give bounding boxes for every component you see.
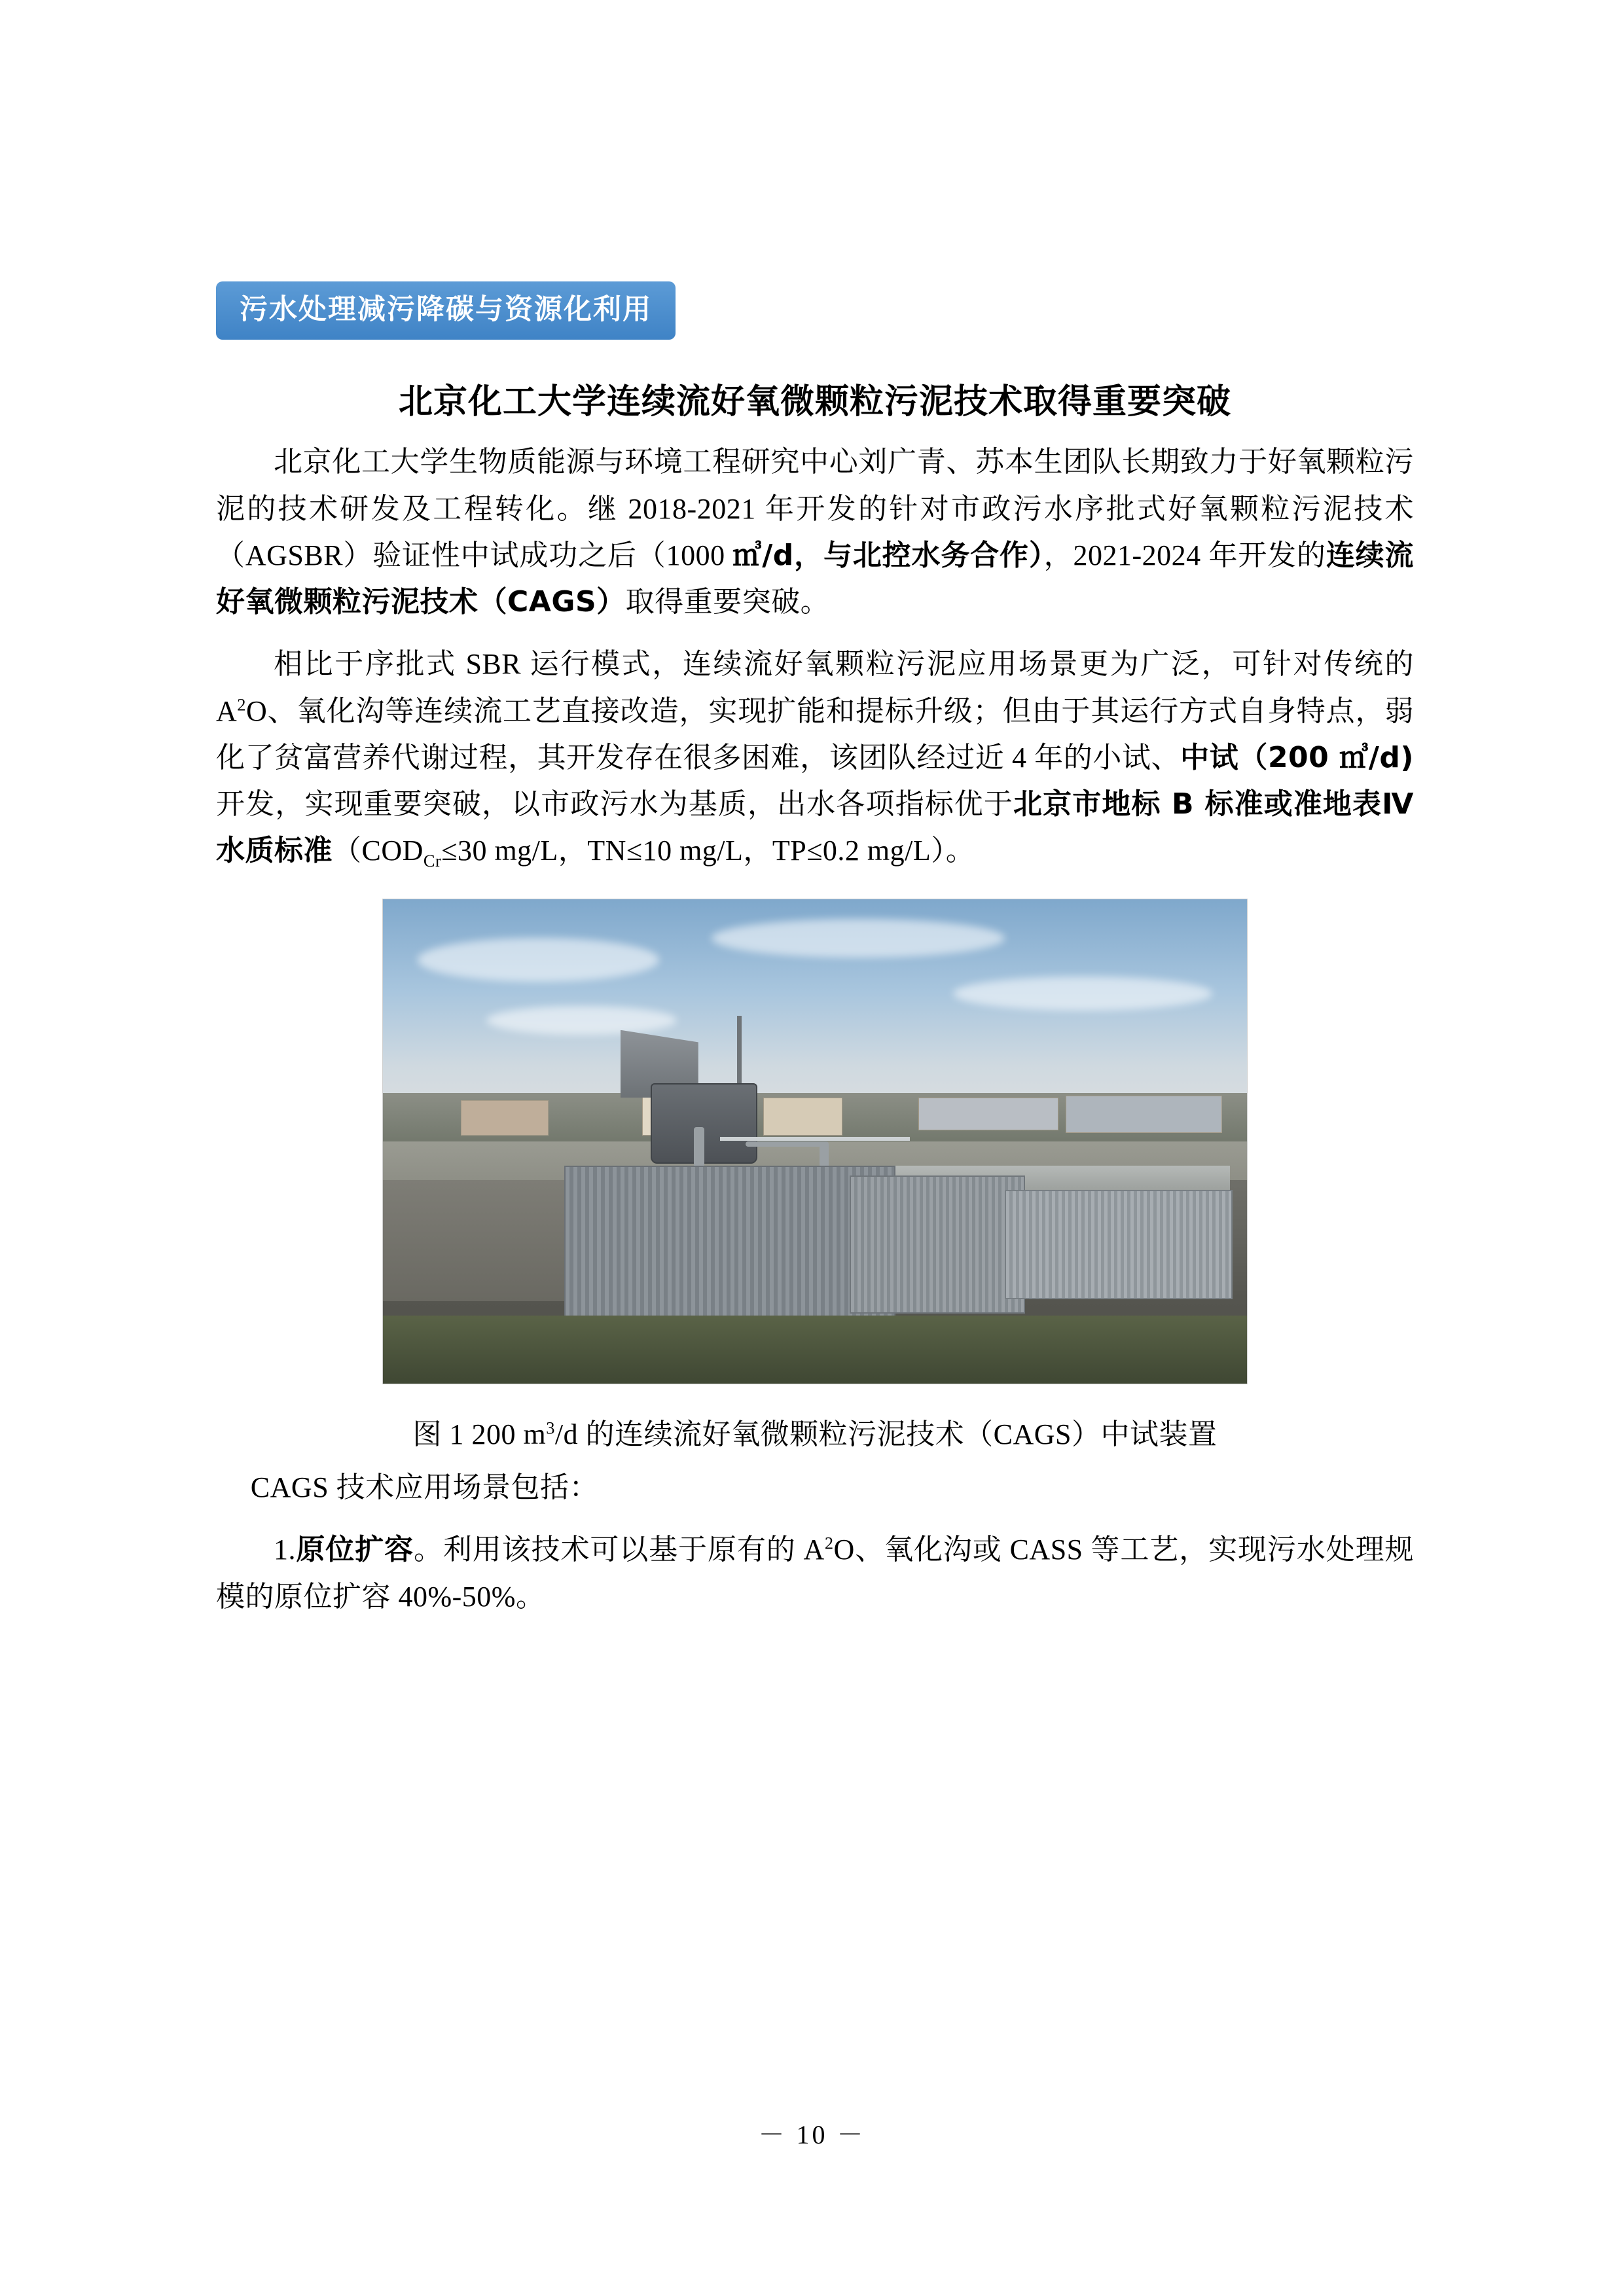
p4-bold-term: 原位扩容 — [296, 1533, 414, 1567]
pilot-plant-photo — [382, 899, 1248, 1384]
p2-bold-standard: 北京市地标 B 标准或准地表Ⅳ水质标准 — [216, 787, 1415, 868]
p4-text-a: 。利用该技术可以基于原有的 A — [413, 1534, 825, 1566]
p1-text-c: 取得重要突破。 — [625, 586, 830, 619]
p4-text-b: O、氧化沟或 CASS 等工艺，实现污水处理规模的原位扩容 40%-50%。 — [216, 1534, 1414, 1613]
paragraph-2 — [216, 641, 1414, 875]
p4-number: 1. — [274, 1534, 296, 1566]
p2-subscript-cr: Cr — [423, 851, 442, 871]
p1-text-a: 北京化工大学生物质能源与环境工程研究中心刘广青、苏本生团队长期致力于好氧颗粒污泥的技术研发及工程转化。继 2018-2021 年开发的针对市政污水序批式好氧颗粒污泥技术（AGSBR）验证性中试成功之后（1000 — [216, 446, 1414, 571]
article-title: 北京化工大学连续流好氧微颗粒污泥技术取得重要突破 — [398, 382, 1231, 422]
photo-container-tank — [564, 1166, 895, 1333]
photo-building — [1066, 1096, 1223, 1134]
p4-superscript-2: 2 — [824, 1533, 834, 1553]
figure-caption-b: /d 的连续流好氧微颗粒污泥技术（CAGS）中试装置 — [554, 1418, 1218, 1450]
photo-cloud — [418, 938, 660, 982]
p2-text-c: 开发，实现重要突破，以市政污水为基质，出水各项指标优于 — [216, 788, 1014, 821]
photo-building — [918, 1098, 1058, 1130]
photo-cloud — [486, 1006, 676, 1035]
photo-container-tank — [850, 1175, 1025, 1314]
p2-superscript-2: 2 — [237, 694, 246, 714]
photo-vegetation — [383, 1316, 1247, 1384]
photo-cloud — [953, 977, 1212, 1011]
p2-text-a: 相比于序批式 SBR 运行模式，连续流好氧颗粒污泥应用场景更为广泛，可针对传统的 A — [216, 648, 1414, 727]
photo-building — [763, 1098, 842, 1136]
p2-bold-pilot: 中试（200 ㎥/d) — [1180, 740, 1414, 774]
section-banner: 污水处理减污降碳与资源化利用 — [216, 281, 676, 340]
photo-cloud — [712, 919, 1005, 958]
paragraph-4 — [216, 1526, 1414, 1620]
photo-handrail — [720, 1137, 910, 1141]
figure-caption-a: 图 1 200 — [412, 1418, 524, 1450]
p2-text-e: ≤30 mg/L，TN≤10 mg/L，TP≤0.2 mg/L）。 — [441, 834, 975, 867]
photo-container-tank — [1005, 1190, 1232, 1299]
figure-1 — [216, 899, 1414, 1452]
paragraph-3: CAGS 技术应用场景包括： — [250, 1471, 599, 1503]
figure-caption-unit-sup: 3 — [546, 1418, 555, 1438]
p1-text-b: ，2021-2024 年开发的 — [1043, 539, 1326, 571]
page-number: － 10 － — [758, 2120, 866, 2149]
p2-text-d: （COD — [333, 834, 424, 867]
p1-unit: ㎥/d，与北控水务合作） — [732, 538, 1044, 572]
figure-caption-unit: m — [523, 1418, 547, 1450]
p2-text-b: O、氧化沟等连续流工艺直接改造，实现扩能和提标升级；但由于其运行方式自身特点，弱化了贫富营养代谢过程，其开发存在很多困难，该团队经过近 4 年的小试、 — [216, 694, 1414, 774]
figure-caption — [216, 1410, 1414, 1452]
page-content — [216, 281, 1414, 1620]
photo-building — [461, 1100, 549, 1136]
photo-pipe — [746, 1141, 823, 1147]
paragraph-1 — [216, 439, 1414, 625]
p1-bold-term: 连续流好氧微颗粒污泥技术（CAGS） — [216, 538, 1414, 619]
